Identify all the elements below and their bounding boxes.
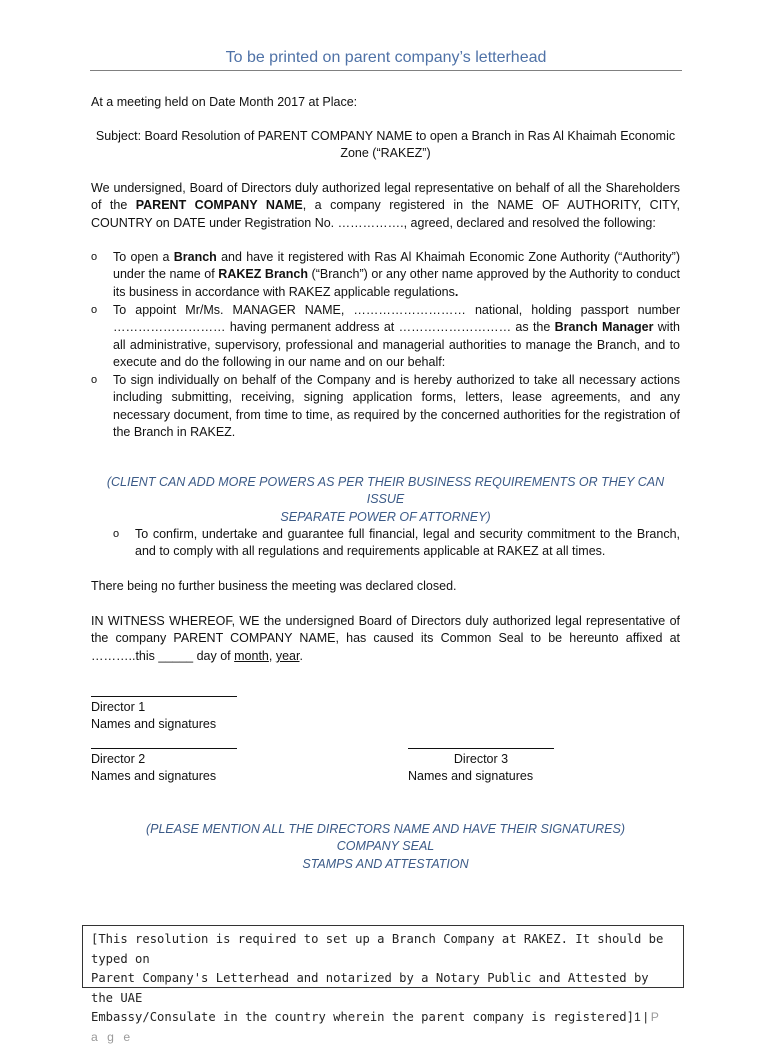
- director-1-caption: Names and signatures: [91, 717, 217, 732]
- instruction-line-1: [This resolution is required to set up a Branch Company at RAKEZ. It should be typed on: [91, 932, 664, 966]
- item-1-branch: Branch: [173, 250, 217, 264]
- bullet-marker: o: [91, 251, 98, 263]
- item-1-period: .: [454, 284, 459, 299]
- resolution-item-4: [113, 526, 680, 561]
- item-2-text-c: with all administrative, supervisory, professional and managerial authorities to manage the Branch, and to execute and do the following in our name and on our behalf:: [113, 320, 680, 370]
- bullet-marker: o: [91, 374, 98, 386]
- director-1-block: [91, 699, 216, 734]
- instruction-line-3-text: Embassy/Consulate in the country wherein the parent company is registered]: [91, 1010, 634, 1025]
- letterhead-rule: [90, 70, 682, 71]
- mention-note-line-1: (PLEASE MENTION ALL THE DIRECTORS NAME AND HAVE THEIR SIGNATURES): [145, 822, 626, 836]
- item-1-text-e: (“Branch”) or any other name approved by the Authority to conduct its business in accordance with RAKEZ applicable regulations: [113, 267, 680, 299]
- director-1-signature-line: [91, 696, 237, 697]
- instruction-line-3: [91, 1008, 675, 1047]
- witness-sep: ,: [268, 648, 276, 663]
- client-note: [91, 474, 680, 526]
- meeting-line: At a meeting held on Date Month 2017 at Place:: [91, 95, 358, 109]
- page-label: P a g e: [91, 1010, 662, 1044]
- resolution-item-3: [91, 372, 680, 442]
- bullet-marker: o: [113, 528, 120, 540]
- intro-text-1: We undersigned, Board of Directors duly authorized legal representative on behalf of all the Shareholders of the: [91, 181, 680, 213]
- intro-paragraph: [91, 180, 680, 232]
- resolution-item-3-text: To sign individually on behalf of the Company and is hereby authorized to take all necessary actions including submitting, receiving, signing application forms, letters, lease agreements, and any necessary document, from time to time, as required by the concerned authorities for the registration of the Branch in RAKEZ.: [113, 373, 680, 440]
- bullet-marker: o: [91, 304, 98, 316]
- client-note-line-1: (CLIENT CAN ADD MORE POWERS AS PER THEIR BUSINESS REQUIREMENTS OR THEY CAN ISSUE: [106, 475, 665, 507]
- resolution-item-2: [91, 302, 680, 372]
- subject-line-2: Zone (“RAKEZ”): [340, 146, 431, 161]
- director-2-signature-line: [91, 748, 237, 749]
- client-note-line-2: SEPARATE POWER OF ATTORNEY): [280, 509, 491, 524]
- witness-end: .: [299, 648, 303, 663]
- witness-month: month: [234, 648, 269, 663]
- director-2-caption: Names and signatures: [91, 769, 217, 784]
- instruction-box: [82, 925, 684, 1044]
- director-2-block: [91, 751, 216, 786]
- item-1-text-c: and have it registered with Ras Al Khaimah Economic Zone Authority (“Authority”) under the name of: [113, 250, 680, 282]
- closing-line: There being no further business the meeting was declared closed.: [91, 579, 457, 593]
- resolution-item-1: [91, 249, 680, 301]
- item-2-branch-manager: Branch Manager: [554, 320, 654, 335]
- item-2-text-a: To appoint Mr/Ms. MANAGER NAME, ……………………… national, holding passport number ……………………… having permanent address at ……………………… as the: [113, 303, 680, 335]
- director-3-caption: Names and signatures: [408, 769, 534, 784]
- subject-line-1: Subject: Board Resolution of PARENT COMPANY NAME to open a Branch in Ras Al Khaimah Economic: [95, 129, 676, 143]
- item-1-rakez-branch: RAKEZ Branch: [218, 267, 308, 282]
- resolution-item-4-text: To confirm, undertake and guarantee full financial, legal and security commitment to the Branch, and to comply with all regulations and requirements applicable at RAKEZ at all times.: [135, 527, 680, 559]
- page-number: 1: [633, 1010, 641, 1025]
- mention-note-line-2: COMPANY SEAL: [336, 839, 435, 854]
- witness-year: year: [275, 648, 300, 663]
- mention-note: [91, 821, 680, 873]
- page-separator: |: [640, 1010, 651, 1025]
- intro-company-name: PARENT COMPANY NAME: [135, 198, 303, 213]
- director-3-title: Director 3: [453, 752, 509, 766]
- director-1-title: Director 1: [91, 700, 146, 714]
- subject: [91, 128, 680, 163]
- resolution-item-2-text: [113, 302, 680, 372]
- resolution-item-1-text: [113, 249, 680, 301]
- witness-paragraph: [91, 613, 680, 665]
- director-3-signature-line: [408, 748, 554, 749]
- intro-text-2: , a company registered in the NAME OF AUTHORITY, CITY, COUNTRY on DATE under Registration No. ……………., agreed, declared and resolved the following:: [91, 198, 680, 230]
- director-2-title: Director 2: [91, 752, 146, 766]
- director-3-block: [408, 751, 554, 786]
- witness-text: IN WITNESS WHEREOF, WE the undersigned Board of Directors duly authorized legal representative of the company PARENT COMPANY NAME, has caused its Common Seal to be hereunto affixed at ………..this _____ day of: [91, 614, 680, 663]
- item-1-text-a: To open a: [113, 250, 174, 264]
- letterhead-note: To be printed on parent company’s letterhead: [225, 49, 547, 66]
- instruction-line-2: Parent Company's Letterhead and notarized by a Notary Public and Attested by the UAE: [91, 971, 649, 1005]
- mention-note-line-3: STAMPS AND ATTESTATION: [302, 856, 469, 871]
